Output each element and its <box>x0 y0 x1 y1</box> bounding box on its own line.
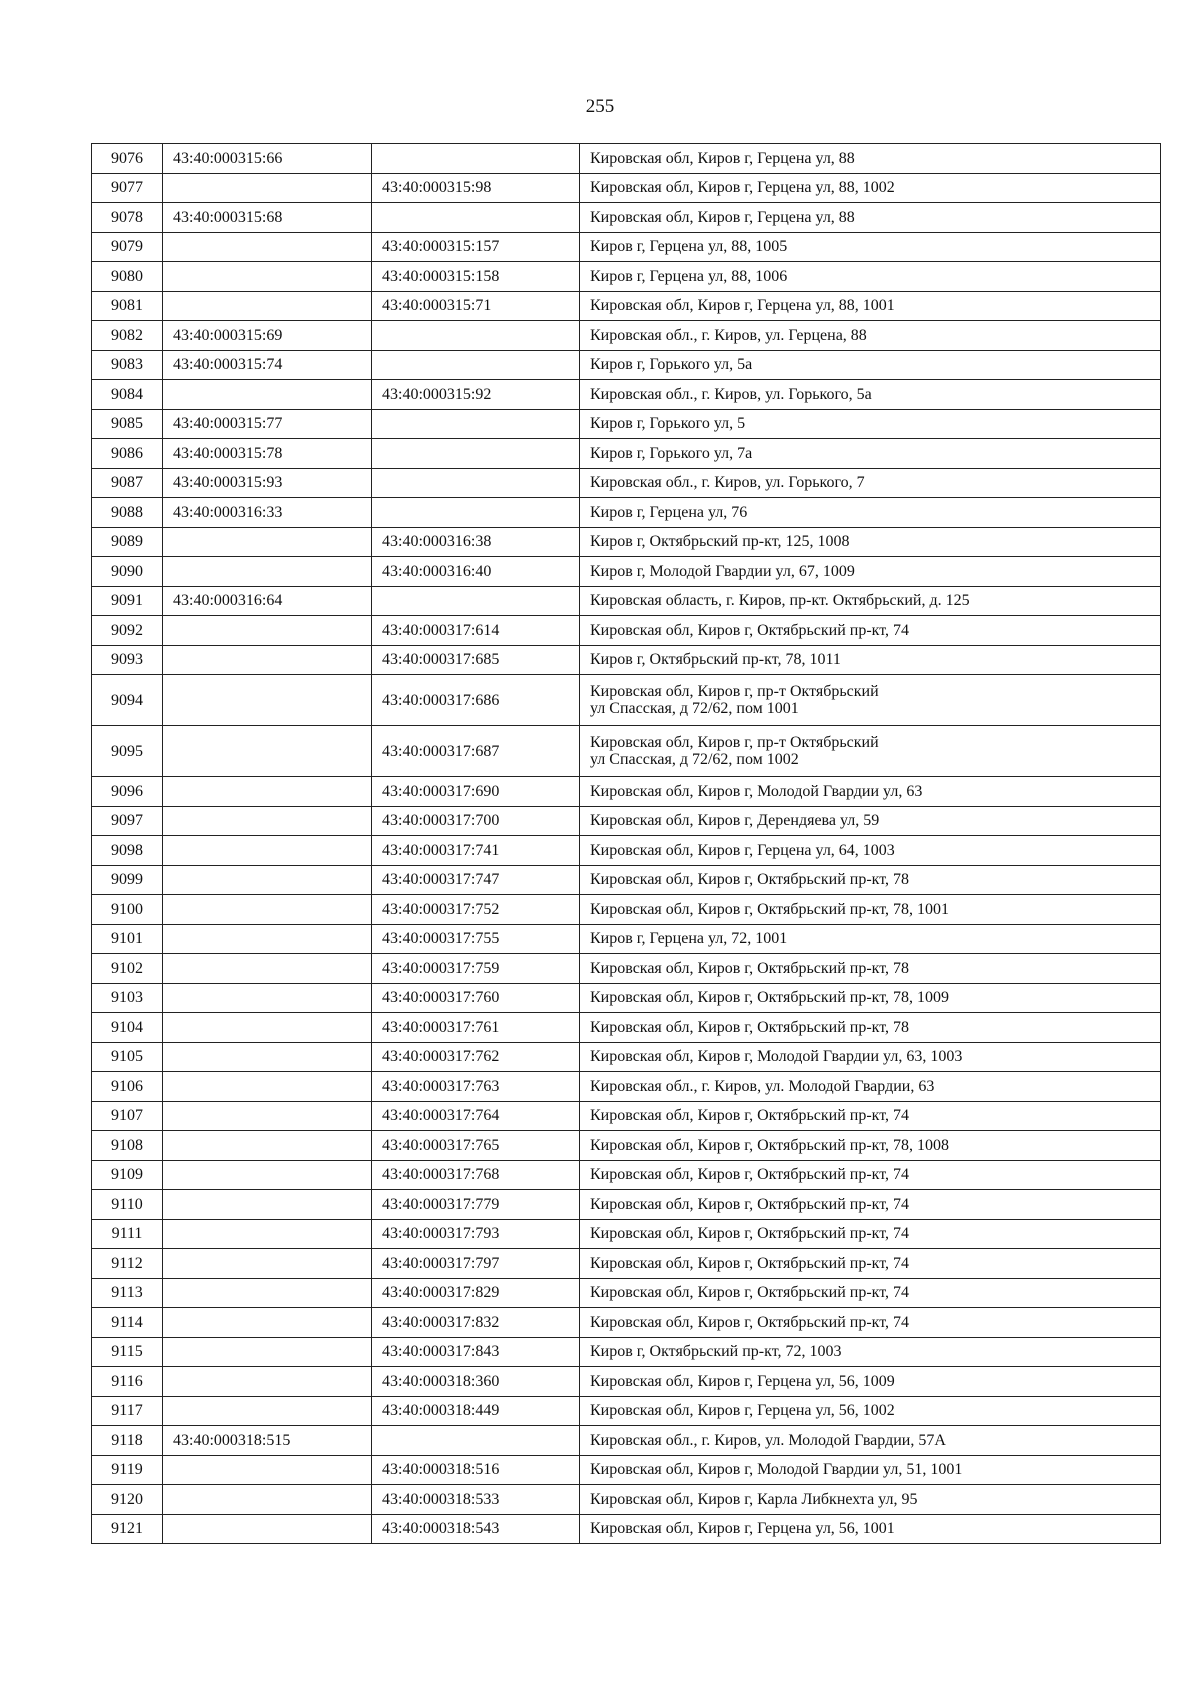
row-number-cell: 9114 <box>92 1308 163 1338</box>
row-number-cell: 9086 <box>92 439 163 469</box>
address-cell: Кировская обл, Киров г, Октябрьский пр-кт, 74 <box>580 1160 1161 1190</box>
cadastral-number-b-cell: 43:40:000316:40 <box>372 557 580 587</box>
cadastral-number-b-cell: 43:40:000317:765 <box>372 1131 580 1161</box>
row-number-cell: 9076 <box>92 144 163 174</box>
address-cell: Кировская обл, Киров г, Октябрьский пр-кт, 78, 1009 <box>580 983 1161 1013</box>
cadastral-number-a-cell <box>163 1278 372 1308</box>
table-row <box>92 1514 1161 1544</box>
cadastral-number-b-cell <box>372 321 580 351</box>
cadastral-number-a-cell <box>163 1013 372 1043</box>
cadastral-number-b-cell <box>372 144 580 174</box>
table-row <box>92 291 1161 321</box>
row-number-cell: 9078 <box>92 203 163 233</box>
cadastral-number-b-cell <box>372 498 580 528</box>
cadastral-number-b-cell: 43:40:000318:360 <box>372 1367 580 1397</box>
cadastral-number-a-cell <box>163 1249 372 1279</box>
address-cell: Кировская обл, Киров г, Герцена ул, 88, 1002 <box>580 173 1161 203</box>
row-number-cell: 9121 <box>92 1514 163 1544</box>
address-cell: Кировская обл, Киров г, Октябрьский пр-кт, 78 <box>580 954 1161 984</box>
cadastral-number-b-cell: 43:40:000315:157 <box>372 232 580 262</box>
row-number-cell: 9099 <box>92 865 163 895</box>
cadastral-number-a-cell: 43:40:000315:68 <box>163 203 372 233</box>
cadastral-number-a-cell <box>163 675 372 726</box>
cadastral-number-a-cell <box>163 1396 372 1426</box>
table-row <box>92 586 1161 616</box>
address-cell: Кировская обл, Киров г, Дерендяева ул, 59 <box>580 806 1161 836</box>
row-number-cell: 9085 <box>92 409 163 439</box>
address-cell: Кировская обл, Киров г, Герцена ул, 88 <box>580 203 1161 233</box>
cadastral-number-b-cell <box>372 439 580 469</box>
cadastral-number-b-cell: 43:40:000317:797 <box>372 1249 580 1279</box>
table-row <box>92 836 1161 866</box>
table-row <box>92 895 1161 925</box>
cadastral-number-a-cell: 43:40:000315:93 <box>163 468 372 498</box>
address-cell: Кировская обл., г. Киров, ул. Горького, 5а <box>580 380 1161 410</box>
cadastral-number-b-cell: 43:40:000317:763 <box>372 1072 580 1102</box>
address-cell: Киров г, Горького ул, 7а <box>580 439 1161 469</box>
row-number-cell: 9110 <box>92 1190 163 1220</box>
row-number-cell: 9108 <box>92 1131 163 1161</box>
address-cell: Кировская обл., г. Киров, ул. Молодой Гвардии, 63 <box>580 1072 1161 1102</box>
row-number-cell: 9082 <box>92 321 163 351</box>
table-row <box>92 1101 1161 1131</box>
address-cell: Кировская обл, Киров г, Октябрьский пр-кт, 78, 1001 <box>580 895 1161 925</box>
row-number-cell: 9096 <box>92 777 163 807</box>
cadastral-number-a-cell: 43:40:000316:33 <box>163 498 372 528</box>
table-row <box>92 865 1161 895</box>
table-row <box>92 232 1161 262</box>
row-number-cell: 9112 <box>92 1249 163 1279</box>
address-cell: Киров г, Октябрьский пр-кт, 125, 1008 <box>580 527 1161 557</box>
row-number-cell: 9077 <box>92 173 163 203</box>
cadastral-number-a-cell <box>163 232 372 262</box>
table-row <box>92 1013 1161 1043</box>
cadastral-number-b-cell <box>372 468 580 498</box>
table-row <box>92 468 1161 498</box>
address-cell: Киров г, Горького ул, 5а <box>580 350 1161 380</box>
address-line-2: ул Спасская, д 72/62, пом 1002 <box>590 751 799 768</box>
row-number-cell: 9119 <box>92 1455 163 1485</box>
cadastral-number-b-cell: 43:40:000317:793 <box>372 1219 580 1249</box>
table-row <box>92 726 1161 777</box>
row-number-cell: 9093 <box>92 645 163 675</box>
row-number-cell: 9094 <box>92 675 163 726</box>
cadastral-number-b-cell <box>372 350 580 380</box>
row-number-cell: 9120 <box>92 1485 163 1515</box>
table-row <box>92 1042 1161 1072</box>
table-row <box>92 498 1161 528</box>
cadastral-number-b-cell: 43:40:000317:779 <box>372 1190 580 1220</box>
cadastral-number-a-cell <box>163 1308 372 1338</box>
cadastral-number-a-cell <box>163 924 372 954</box>
table-row <box>92 321 1161 351</box>
address-cell: Кировская обл, Киров г, Октябрьский пр-кт, 74 <box>580 1190 1161 1220</box>
address-cell: Кировская обл, Киров г, Октябрьский пр-кт, 74 <box>580 1219 1161 1249</box>
cadastral-number-a-cell: 43:40:000315:66 <box>163 144 372 174</box>
address-cell: Киров г, Герцена ул, 88, 1005 <box>580 232 1161 262</box>
cadastral-number-b-cell: 43:40:000317:700 <box>372 806 580 836</box>
cadastral-number-a-cell <box>163 1367 372 1397</box>
table-row <box>92 1455 1161 1485</box>
cadastral-number-a-cell: 43:40:000315:78 <box>163 439 372 469</box>
table-row <box>92 173 1161 203</box>
cadastral-number-a-cell <box>163 173 372 203</box>
cadastral-number-b-cell: 43:40:000317:762 <box>372 1042 580 1072</box>
address-cell: Кировская обл, Киров г, Молодой Гвардии ул, 63, 1003 <box>580 1042 1161 1072</box>
table-row <box>92 1308 1161 1338</box>
cadastral-number-a-cell <box>163 1514 372 1544</box>
cadastral-number-b-cell: 43:40:000318:543 <box>372 1514 580 1544</box>
cadastral-number-a-cell <box>163 645 372 675</box>
cadastral-number-b-cell: 43:40:000318:533 <box>372 1485 580 1515</box>
cadastral-number-a-cell <box>163 1072 372 1102</box>
table-row <box>92 1249 1161 1279</box>
address-cell: Кировская обл, Киров г, Молодой Гвардии ул, 51, 1001 <box>580 1455 1161 1485</box>
table-row <box>92 1396 1161 1426</box>
address-cell: Киров г, Молодой Гвардии ул, 67, 1009 <box>580 557 1161 587</box>
cadastral-number-b-cell: 43:40:000317:768 <box>372 1160 580 1190</box>
table-row <box>92 924 1161 954</box>
cadastral-number-b-cell: 43:40:000315:158 <box>372 262 580 292</box>
row-number-cell: 9102 <box>92 954 163 984</box>
row-number-cell: 9101 <box>92 924 163 954</box>
address-cell: Кировская обл., г. Киров, ул. Молодой Гвардии, 57А <box>580 1426 1161 1456</box>
table-row <box>92 806 1161 836</box>
address-cell: Кировская обл, Киров г, Октябрьский пр-кт, 74 <box>580 1101 1161 1131</box>
address-cell: Кировская обл, Киров г, Октябрьский пр-кт, 74 <box>580 1249 1161 1279</box>
address-cell: Кировская обл, Киров г, Карла Либкнехта ул, 95 <box>580 1485 1161 1515</box>
row-number-cell: 9097 <box>92 806 163 836</box>
table-row <box>92 527 1161 557</box>
table-row <box>92 557 1161 587</box>
cadastral-number-b-cell: 43:40:000315:71 <box>372 291 580 321</box>
table-row <box>92 616 1161 646</box>
cadastral-number-b-cell: 43:40:000317:685 <box>372 645 580 675</box>
table-row <box>92 1426 1161 1456</box>
row-number-cell: 9117 <box>92 1396 163 1426</box>
row-number-cell: 9081 <box>92 291 163 321</box>
cadastral-number-b-cell: 43:40:000315:92 <box>372 380 580 410</box>
cadastral-number-a-cell <box>163 1131 372 1161</box>
row-number-cell: 9079 <box>92 232 163 262</box>
cadastral-number-b-cell: 43:40:000317:752 <box>372 895 580 925</box>
cadastral-number-a-cell <box>163 1219 372 1249</box>
cadastral-number-a-cell <box>163 380 372 410</box>
cadastral-number-a-cell: 43:40:000318:515 <box>163 1426 372 1456</box>
row-number-cell: 9080 <box>92 262 163 292</box>
row-number-cell: 9088 <box>92 498 163 528</box>
table-row <box>92 262 1161 292</box>
cadastral-number-b-cell: 43:40:000317:687 <box>372 726 580 777</box>
cadastral-number-a-cell <box>163 806 372 836</box>
cadastral-number-b-cell: 43:40:000317:760 <box>372 983 580 1013</box>
row-number-cell: 9109 <box>92 1160 163 1190</box>
table-row <box>92 1485 1161 1515</box>
cadastral-number-b-cell: 43:40:000317:764 <box>372 1101 580 1131</box>
cadastral-number-b-cell: 43:40:000317:741 <box>372 836 580 866</box>
row-number-cell: 9092 <box>92 616 163 646</box>
cadastral-number-b-cell: 43:40:000317:690 <box>372 777 580 807</box>
row-number-cell: 9103 <box>92 983 163 1013</box>
cadastral-number-b-cell: 43:40:000317:761 <box>372 1013 580 1043</box>
cadastral-number-a-cell <box>163 777 372 807</box>
cadastral-number-b-cell: 43:40:000317:755 <box>372 924 580 954</box>
table-row <box>92 1337 1161 1367</box>
cadastral-number-a-cell <box>163 1485 372 1515</box>
table-row <box>92 1278 1161 1308</box>
address-cell <box>580 726 1161 777</box>
address-cell: Киров г, Герцена ул, 76 <box>580 498 1161 528</box>
address-line-1: Кировская обл, Киров г, пр-т Октябрьский <box>590 683 879 700</box>
cadastral-number-b-cell: 43:40:000317:747 <box>372 865 580 895</box>
row-number-cell: 9116 <box>92 1367 163 1397</box>
cadastral-number-a-cell <box>163 1042 372 1072</box>
address-cell: Кировская обл, Киров г, Октябрьский пр-кт, 74 <box>580 1308 1161 1338</box>
table-row <box>92 203 1161 233</box>
table-row <box>92 439 1161 469</box>
cadastral-number-b-cell <box>372 586 580 616</box>
address-cell: Кировская обл, Киров г, Октябрьский пр-кт, 78, 1008 <box>580 1131 1161 1161</box>
table-row <box>92 350 1161 380</box>
cadastral-number-a-cell <box>163 1455 372 1485</box>
cadastral-number-a-cell <box>163 836 372 866</box>
cadastral-number-b-cell <box>372 409 580 439</box>
cadastral-number-a-cell <box>163 1101 372 1131</box>
address-cell <box>580 675 1161 726</box>
table-row <box>92 645 1161 675</box>
table-row <box>92 675 1161 726</box>
cadastral-number-b-cell: 43:40:000318:449 <box>372 1396 580 1426</box>
row-number-cell: 9084 <box>92 380 163 410</box>
address-cell: Кировская обл, Киров г, Герцена ул, 88 <box>580 144 1161 174</box>
cadastral-number-a-cell <box>163 557 372 587</box>
row-number-cell: 9107 <box>92 1101 163 1131</box>
cadastral-number-a-cell <box>163 983 372 1013</box>
cadastral-number-b-cell: 43:40:000316:38 <box>372 527 580 557</box>
address-cell: Кировская обл, Киров г, Октябрьский пр-кт, 74 <box>580 616 1161 646</box>
address-cell: Кировская обл, Киров г, Октябрьский пр-кт, 78 <box>580 865 1161 895</box>
row-number-cell: 9100 <box>92 895 163 925</box>
address-cell: Кировская обл, Киров г, Герцена ул, 56, 1001 <box>580 1514 1161 1544</box>
address-cell: Кировская обл, Киров г, Октябрьский пр-кт, 78 <box>580 1013 1161 1043</box>
row-number-cell: 9105 <box>92 1042 163 1072</box>
cadastral-number-b-cell: 43:40:000317:759 <box>372 954 580 984</box>
cadastral-number-a-cell <box>163 954 372 984</box>
cadastral-number-a-cell: 43:40:000316:64 <box>163 586 372 616</box>
property-registry-table <box>91 143 1161 1544</box>
row-number-cell: 9106 <box>92 1072 163 1102</box>
cadastral-number-a-cell <box>163 1190 372 1220</box>
table-row <box>92 1072 1161 1102</box>
cadastral-number-b-cell: 43:40:000318:516 <box>372 1455 580 1485</box>
cadastral-number-a-cell: 43:40:000315:74 <box>163 350 372 380</box>
address-cell: Кировская обл, Киров г, Октябрьский пр-кт, 74 <box>580 1278 1161 1308</box>
cadastral-number-a-cell <box>163 1160 372 1190</box>
address-cell: Кировская обл, Киров г, Молодой Гвардии ул, 63 <box>580 777 1161 807</box>
address-cell: Кировская обл, Киров г, Герцена ул, 64, 1003 <box>580 836 1161 866</box>
row-number-cell: 9095 <box>92 726 163 777</box>
cadastral-number-a-cell <box>163 895 372 925</box>
table-row <box>92 954 1161 984</box>
page-number: 255 <box>585 96 615 117</box>
cadastral-number-b-cell: 43:40:000317:832 <box>372 1308 580 1338</box>
row-number-cell: 9089 <box>92 527 163 557</box>
cadastral-number-a-cell <box>163 262 372 292</box>
cadastral-number-b-cell <box>372 1426 580 1456</box>
row-number-cell: 9091 <box>92 586 163 616</box>
cadastral-number-b-cell: 43:40:000317:829 <box>372 1278 580 1308</box>
cadastral-number-b-cell: 43:40:000317:614 <box>372 616 580 646</box>
table-row <box>92 144 1161 174</box>
row-number-cell: 9098 <box>92 836 163 866</box>
cadastral-number-a-cell: 43:40:000315:77 <box>163 409 372 439</box>
table-row <box>92 1190 1161 1220</box>
table-row <box>92 1160 1161 1190</box>
row-number-cell: 9115 <box>92 1337 163 1367</box>
table-row <box>92 1131 1161 1161</box>
cadastral-number-b-cell: 43:40:000315:98 <box>372 173 580 203</box>
cadastral-number-a-cell <box>163 1337 372 1367</box>
cadastral-number-a-cell <box>163 865 372 895</box>
table-row <box>92 380 1161 410</box>
row-number-cell: 9090 <box>92 557 163 587</box>
table-row <box>92 777 1161 807</box>
address-cell: Киров г, Октябрьский пр-кт, 78, 1011 <box>580 645 1161 675</box>
row-number-cell: 9113 <box>92 1278 163 1308</box>
address-cell: Кировская обл, Киров г, Герцена ул, 56, 1002 <box>580 1396 1161 1426</box>
cadastral-number-a-cell <box>163 616 372 646</box>
cadastral-number-a-cell <box>163 291 372 321</box>
address-cell: Кировская обл, Киров г, Герцена ул, 56, 1009 <box>580 1367 1161 1397</box>
address-line-1: Кировская обл, Киров г, пр-т Октябрьский <box>590 734 879 751</box>
address-cell: Кировская область, г. Киров, пр-кт. Октябрьский, д. 125 <box>580 586 1161 616</box>
row-number-cell: 9087 <box>92 468 163 498</box>
cadastral-number-b-cell <box>372 203 580 233</box>
row-number-cell: 9118 <box>92 1426 163 1456</box>
address-line-2: ул Спасская, д 72/62, пом 1001 <box>590 700 799 717</box>
address-cell: Кировская обл, Киров г, Герцена ул, 88, 1001 <box>580 291 1161 321</box>
table-row <box>92 983 1161 1013</box>
cadastral-number-a-cell <box>163 527 372 557</box>
row-number-cell: 9104 <box>92 1013 163 1043</box>
cadastral-number-a-cell: 43:40:000315:69 <box>163 321 372 351</box>
registry-table-body <box>92 144 1161 1544</box>
address-cell: Киров г, Горького ул, 5 <box>580 409 1161 439</box>
cadastral-number-b-cell: 43:40:000317:686 <box>372 675 580 726</box>
address-cell: Кировская обл., г. Киров, ул. Горького, 7 <box>580 468 1161 498</box>
table-row <box>92 1367 1161 1397</box>
table-row <box>92 409 1161 439</box>
table-row <box>92 1219 1161 1249</box>
address-cell: Кировская обл., г. Киров, ул. Герцена, 88 <box>580 321 1161 351</box>
cadastral-number-a-cell <box>163 726 372 777</box>
address-cell: Киров г, Герцена ул, 72, 1001 <box>580 924 1161 954</box>
row-number-cell: 9111 <box>92 1219 163 1249</box>
address-cell: Киров г, Герцена ул, 88, 1006 <box>580 262 1161 292</box>
cadastral-number-b-cell: 43:40:000317:843 <box>372 1337 580 1367</box>
row-number-cell: 9083 <box>92 350 163 380</box>
address-cell: Киров г, Октябрьский пр-кт, 72, 1003 <box>580 1337 1161 1367</box>
